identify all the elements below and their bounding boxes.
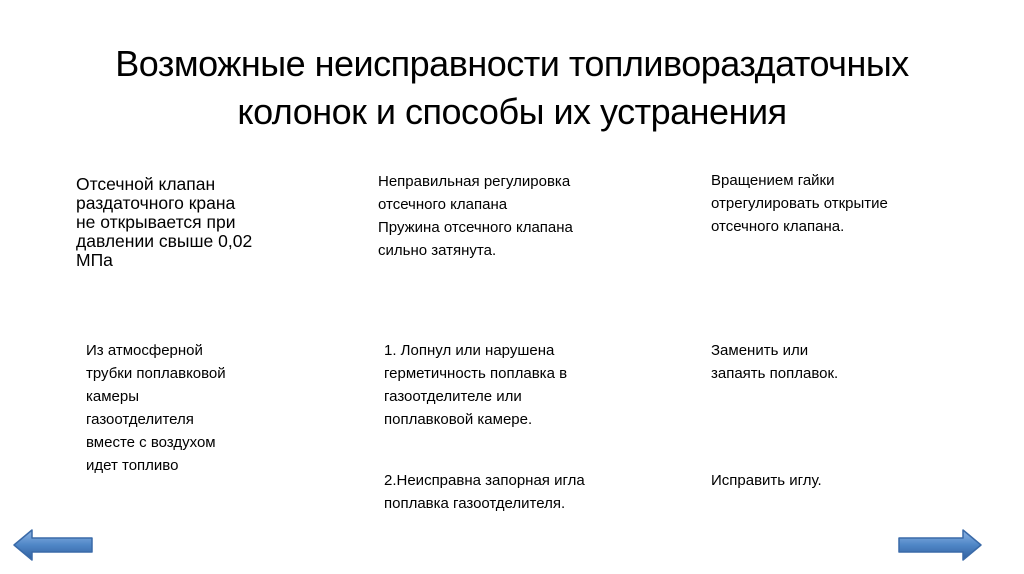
cause-cell: 1. Лопнул или нарушена герметичность поплавка в газоотделителе или поплавковой камере. [384,342,568,428]
cause-cell: 2.Неисправна запорная игла поплавка газоотделителя. [384,472,585,512]
cause-cell: Неправильная регулировка отсечного клапана Пружина отсечного клапана сильно затянута. [378,173,573,259]
remedy-cell: Исправить иглу. [711,472,822,489]
remedy-cell: Заменить или запаять поплавок. [711,342,839,382]
slide-title-line-1: Возможные неисправности топливораздаточных [115,43,909,84]
slide-title-line-2: колонок и способы их устранения [237,91,787,132]
fault-cell: Отсечной клапан раздаточного крана не открывается при давлении свыше 0,02 МПа [76,174,253,270]
fault-cell: Из атмосферной трубки поплавковой камеры газоотделителя вместе с воздухом идет топливо [86,342,226,474]
slide-title [40,40,984,136]
arrow-right-icon [897,528,983,562]
remedy-cell: Вращением гайки отрегулировать открытие отсечного клапана. [711,172,888,235]
next-slide-button[interactable] [897,528,983,562]
arrow-left-icon [12,528,94,562]
prev-slide-button[interactable] [12,528,94,562]
